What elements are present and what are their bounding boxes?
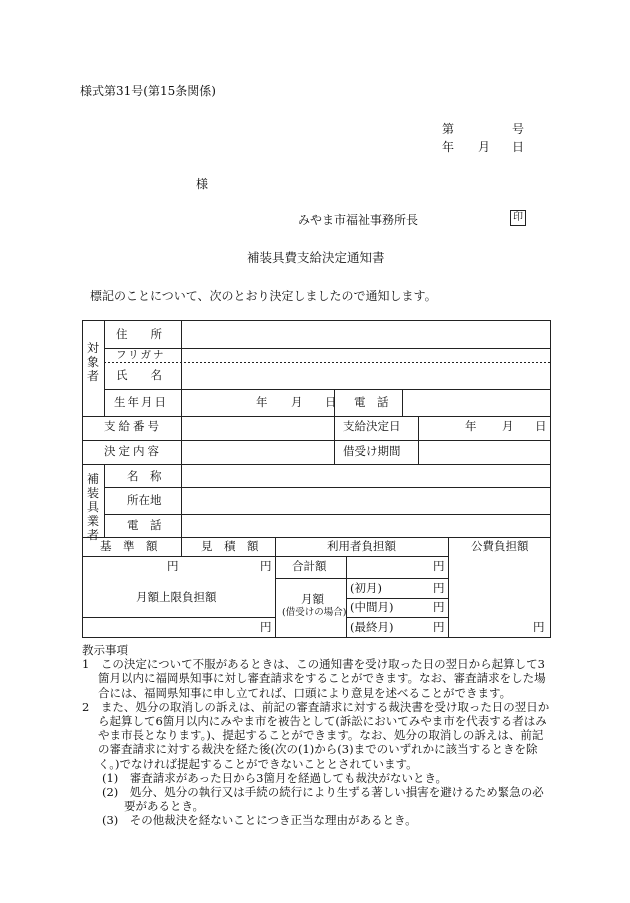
monthly-cap-label: 月額上限負担額 <box>136 590 217 604</box>
first-month-yen: 円 <box>433 581 445 595</box>
monthly-cap-yen: 円 <box>260 620 272 634</box>
date-year: 年 <box>442 140 455 154</box>
notes-heading: 教示事項 <box>82 643 128 657</box>
payment-number-label: 支給番号 <box>104 419 162 433</box>
first-month-label: (初月) <box>350 581 382 595</box>
note-1: 1 この決定について不服があるときは、この通知書を受け取った日の翌日から起算して3箇月以内に福岡県知事に対し審査請求をすることができます。なお、審査請求をした場合には、福岡県知事に申し立てれば、口頭により意見を述べることができます。 <box>82 657 546 700</box>
vendor-phone-label: 電 話 <box>127 518 162 532</box>
form-number: 様式第31号(第15条関係) <box>80 84 216 98</box>
document-title: 補装具費支給決定通知書 <box>247 250 385 265</box>
name-label: 氏 名 <box>116 368 162 382</box>
note-2-sub-3: (3) その他裁決を経ないことにつき正当な理由があるとき。 <box>102 813 417 828</box>
doc-number-go: 号 <box>512 122 525 136</box>
note-2: 2 また、処分の取消しの訴えは、前記の審査請求に対する裁決書を受け取った日の翌日から起算して6箇月以内にみやま市を被告として(訴訟においてみやま市を代表する者はみやま市長となります。)、提起することができます。なお、処分の取消しの訴えは、前記の審査請求に対する裁決を経た後(次の(1)から(3)までのいずれかに該当するときを除く。)でなければ提起することができないこととされています。 <box>82 699 550 771</box>
birthdate-label: 生年月日 <box>114 395 168 409</box>
standard-amount-header: 基 準 額 <box>100 539 158 553</box>
monthly-note: (借受けの場合) <box>282 607 347 618</box>
total-label: 合計額 <box>292 559 327 573</box>
user-burden-header: 利用者負担額 <box>327 539 396 553</box>
phone-label: 電 話 <box>354 395 389 409</box>
decision-date-label: 支給決定日 <box>343 419 401 433</box>
seal-mark: 印 <box>510 210 526 226</box>
note-2-sub-2: (2) 処分、処分の執行又は手続の続行により生ずる著しい損害を避けるため緊急の必要があるとき。 <box>102 785 544 814</box>
middle-month-label: (中間月) <box>350 600 394 614</box>
issuer-name: みやま市福祉事務所長 <box>298 213 419 227</box>
address-label: 住 所 <box>116 327 162 341</box>
note-2-sub-1: (1) 審査請求があった日から3箇月を経過しても裁決がないとき。 <box>102 770 448 785</box>
decision-day: 日 <box>535 419 547 433</box>
birth-year: 年 <box>256 395 268 409</box>
decision-content-label: 決定内容 <box>104 444 162 458</box>
vendor-location-label: 所在地 <box>127 493 162 507</box>
public-burden-header: 公費負担額 <box>471 539 529 553</box>
birth-month: 月 <box>291 395 303 409</box>
middle-month-yen: 円 <box>433 600 445 614</box>
date-day: 日 <box>512 140 525 154</box>
doc-number-dai: 第 <box>442 122 455 136</box>
instruction-notes <box>82 643 552 828</box>
birth-day: 日 <box>325 395 337 409</box>
decision-year: 年 <box>465 419 477 433</box>
addressee-sama: 様 <box>196 177 209 191</box>
standard-yen: 円 <box>167 559 179 573</box>
vendor-name-label: 名 称 <box>127 469 162 483</box>
date-month: 月 <box>478 140 491 154</box>
estimate-yen: 円 <box>260 559 272 573</box>
last-month-yen: 円 <box>433 620 445 634</box>
public-burden-yen: 円 <box>533 620 545 634</box>
monthly-label: 月額 <box>301 592 324 606</box>
last-month-label: (最終月) <box>350 620 394 634</box>
vendor-group-label: 補装具業者 <box>86 472 99 542</box>
subject-group-label: 対象者 <box>86 341 99 383</box>
estimate-amount-header: 見 積 額 <box>201 539 259 553</box>
total-yen: 円 <box>433 559 445 573</box>
lease-period-label: 借受け期間 <box>343 444 401 458</box>
decision-month: 月 <box>502 419 514 433</box>
furigana-label: フリガナ <box>116 349 166 361</box>
intro-text: 標記のことについて、次のとおり決定しましたので通知します。 <box>90 289 437 303</box>
